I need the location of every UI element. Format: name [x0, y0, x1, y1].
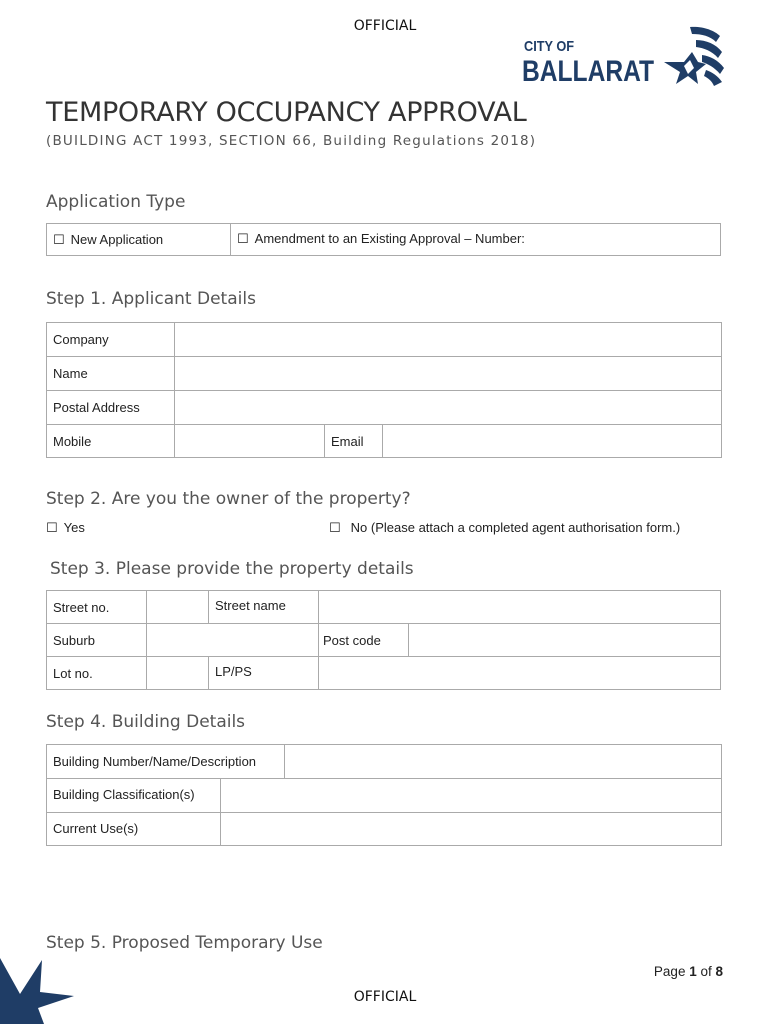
lot-no-label: Lot no. [47, 657, 147, 690]
logo-emblem-icon [662, 24, 728, 90]
page-current: 1 [689, 964, 697, 979]
email-field[interactable] [383, 425, 722, 458]
building-classification-label: Building Classification(s) [47, 778, 221, 812]
step3-heading: Step 3. Please provide the property details [50, 559, 414, 579]
name-label: Name [47, 357, 175, 391]
owner-no-option[interactable] [329, 520, 680, 536]
street-name-label: Street name [209, 591, 319, 624]
classification-footer: OFFICIAL [353, 989, 417, 1005]
logo-text-city-of: CITY OF [524, 38, 575, 55]
building-description-field[interactable] [285, 745, 722, 779]
street-name-field[interactable] [319, 591, 721, 624]
post-code-field[interactable] [409, 624, 720, 656]
lp-ps-field[interactable] [319, 657, 721, 690]
company-label: Company [47, 323, 175, 357]
postal-address-label: Postal Address [47, 391, 175, 425]
postal-address-field[interactable] [175, 391, 722, 425]
page-prefix: Page [653, 964, 690, 979]
mobile-label: Mobile [47, 425, 175, 458]
building-classification-field[interactable] [221, 778, 722, 812]
checkbox-icon[interactable]: ☐ [329, 521, 341, 536]
step2-heading: Step 2. Are you the owner of the property? [46, 489, 411, 509]
current-use-label: Current Use(s) [47, 812, 221, 845]
current-use-field[interactable] [221, 812, 722, 845]
checkbox-icon[interactable]: ☐ [237, 232, 249, 247]
lot-no-field[interactable] [147, 657, 209, 690]
checkbox-icon[interactable]: ☐ [53, 232, 65, 248]
suburb-label: Suburb [47, 624, 147, 657]
email-label: Email [325, 425, 383, 458]
application-type-table [46, 223, 721, 256]
application-type-heading: Application Type [46, 192, 186, 212]
page-total: 8 [715, 964, 723, 979]
name-field[interactable] [175, 357, 722, 391]
page-of: of [696, 964, 716, 979]
amendment-option[interactable] [231, 224, 721, 256]
owner-yes-label: Yes [63, 520, 85, 535]
building-classification-table [46, 778, 722, 846]
new-application-label: New Application [70, 231, 164, 247]
suburb-field[interactable] [147, 624, 319, 657]
city-of-ballarat-logo [520, 22, 730, 92]
step4-heading: Step 4. Building Details [46, 712, 246, 732]
street-no-label: Street no. [47, 591, 147, 624]
page-title: TEMPORARY OCCUPANCY APPROVAL [46, 97, 527, 128]
property-details-table [46, 590, 721, 690]
classification-header: OFFICIAL [353, 18, 417, 34]
checkbox-icon[interactable]: ☐ [46, 521, 58, 536]
street-no-field[interactable] [147, 591, 209, 624]
mobile-field[interactable] [175, 425, 325, 458]
lp-ps-label: LP/PS [209, 657, 319, 690]
building-description-label: Building Number/Name/Description [47, 745, 285, 779]
owner-no-label: No (Please attach a completed agent authorisation form.) [350, 520, 681, 535]
page-subtitle: (BUILDING ACT 1993, SECTION 66, Building Regulations 2018) [46, 133, 537, 149]
post-code-cell [319, 624, 721, 657]
owner-yes-option[interactable] [46, 520, 85, 536]
page-number [654, 964, 723, 979]
amendment-label: Amendment to an Existing Approval – Number: [254, 231, 525, 246]
step1-heading: Step 1. Applicant Details [46, 289, 256, 309]
company-field[interactable] [175, 323, 722, 357]
step5-heading: Step 5. Proposed Temporary Use [46, 933, 323, 953]
new-application-option[interactable] [47, 224, 231, 256]
applicant-details-table [46, 322, 722, 458]
building-details-table [46, 744, 722, 779]
logo-text-ballarat: BALLARAT [522, 55, 655, 88]
post-code-label: Post code [319, 624, 409, 656]
